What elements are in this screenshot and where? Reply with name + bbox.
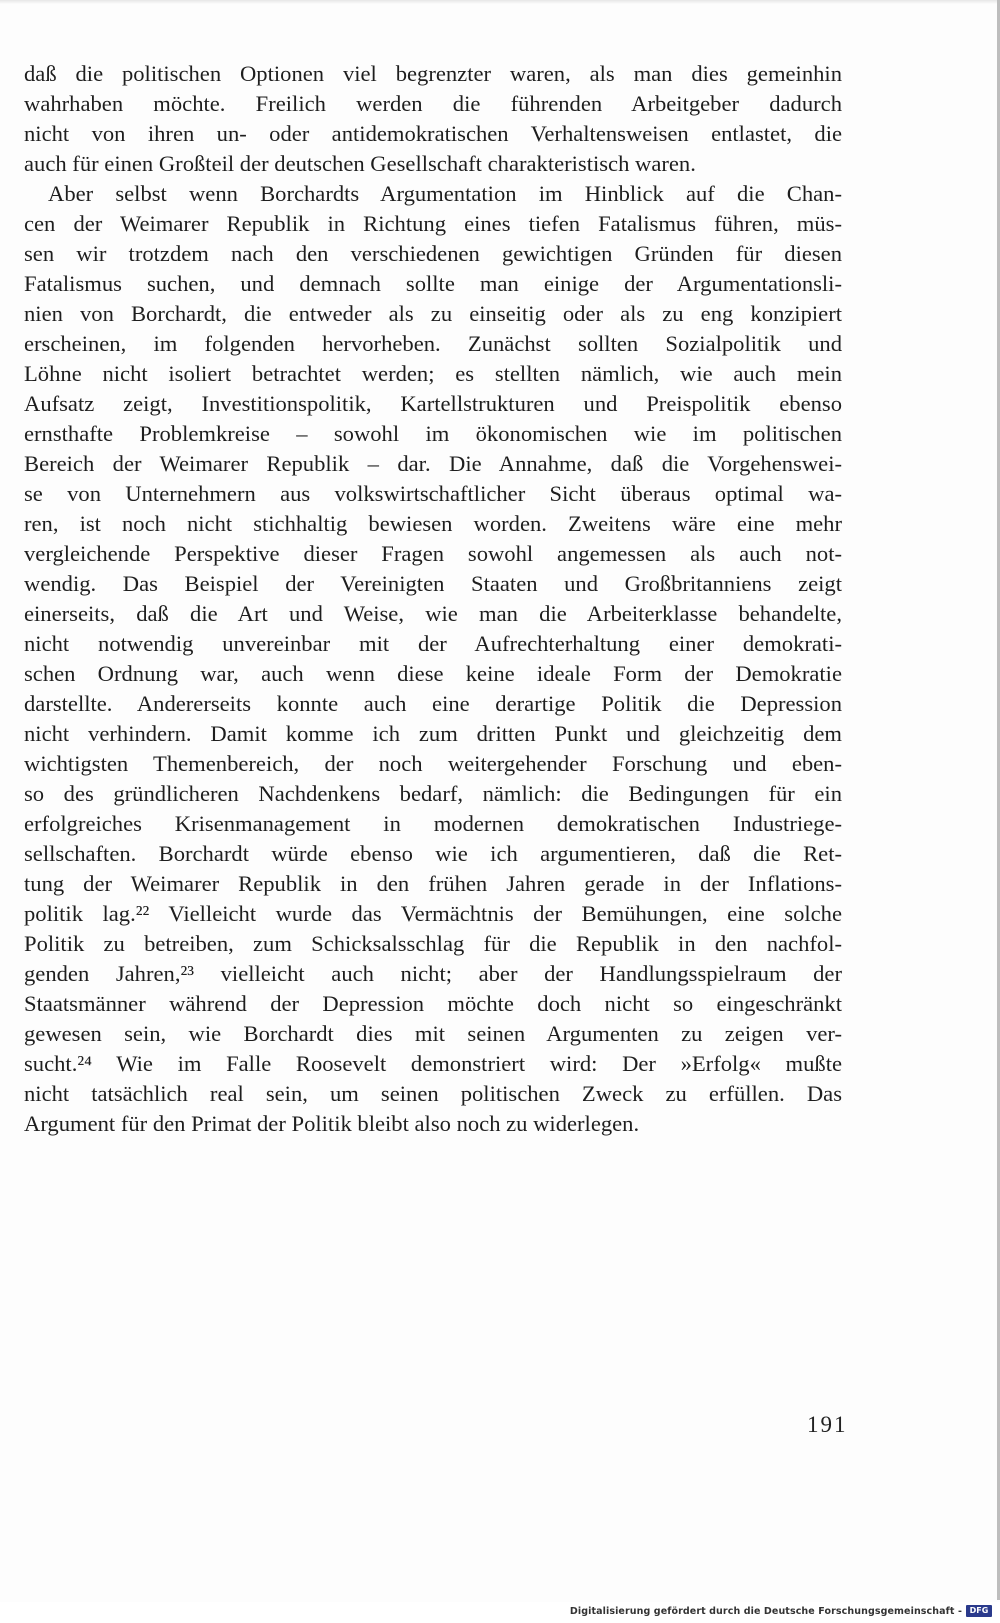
text-line: Staatsmänner während der Depression möchte doch nicht so eingeschränkt: [24, 991, 842, 1016]
text-line: sellschaften. Borchardt würde ebenso wie ich argumentieren, daß die Ret-: [24, 841, 842, 866]
text-line: Fatalismus suchen, und demnach sollte man einige der Argumentationsli-: [24, 271, 842, 296]
text-line: Argument für den Primat der Politik bleibt also noch zu widerlegen.: [24, 1111, 640, 1136]
text-line: sucht.²⁴ Wie im Falle Roosevelt demonstriert wird: Der »Erfolg« mußte: [24, 1051, 842, 1076]
text-line: nicht verhindern. Damit komme ich zum dritten Punkt und gleichzeitig dem: [24, 721, 842, 746]
text-line: nien von Borchardt, die entweder als zu einseitig oder als zu eng konzipiert: [24, 301, 842, 326]
text-line: politik lag.²² Vielleicht wurde das Vermächtnis der Bemühungen, eine solche: [24, 901, 842, 926]
text-line: nicht tatsächlich real sein, um seinen politischen Zweck zu erfüllen. Das: [24, 1081, 842, 1106]
text-line: nicht notwendig unvereinbar mit der Aufrechterhaltung einer demokrati-: [24, 631, 842, 656]
text-line: Bereich der Weimarer Republik – dar. Die Annahme, daß die Vorgehenswei-: [24, 451, 842, 476]
text-line: einerseits, daß die Art und Weise, wie man die Arbeiterklasse behandelte,: [24, 601, 842, 626]
page-top-shadow: [0, 0, 1000, 4]
text-line: nicht von ihren un- oder antidemokratischen Verhaltensweisen entlastet, die: [24, 121, 842, 146]
text-line: auch für einen Großteil der deutschen Gesellschaft charakteristisch waren.: [24, 151, 696, 176]
page-number: 191: [807, 1412, 848, 1437]
text-line: gewesen sein, wie Borchardt dies mit seinen Argumenten zu zeigen ver-: [24, 1021, 842, 1046]
text-line: vergleichende Perspektive dieser Fragen sowohl angemessen als auch not-: [24, 541, 842, 566]
text-line: genden Jahren,²³ vielleicht auch nicht; aber der Handlungsspielraum der: [24, 961, 842, 986]
text-line: wahrhaben möchte. Freilich werden die führenden Arbeitgeber dadurch: [24, 91, 842, 116]
text-line: ren, ist noch nicht stichhaltig bewiesen worden. Zweitens wäre eine mehr: [24, 511, 842, 536]
footer-credit: Digitalisierung gefördert durch die Deutsche Forschungsgemeinschaft -: [569, 1606, 962, 1617]
body-text: [24, 59, 842, 1139]
text-line: Aufsatz zeigt, Investitionspolitik, Kartellstrukturen und Preispolitik ebenso: [24, 391, 842, 416]
text-line: so des gründlicheren Nachdenkens bedarf, nämlich: die Bedingungen für ein: [24, 781, 842, 806]
text-line: Löhne nicht isoliert betrachtet werden; es stellten nämlich, wie auch mein: [24, 361, 842, 386]
text-line: schen Ordnung war, auch wenn diese keine ideale Form der Demokratie: [24, 661, 842, 686]
text-line: tung der Weimarer Republik in den frühen Jahren gerade in der Inflations-: [24, 871, 842, 896]
text-line: se von Unternehmern aus volkswirtschaftlicher Sicht überaus optimal wa-: [24, 481, 842, 506]
paragraph-start-line: Aber selbst wenn Borchardts Argumentation im Hinblick auf die Chan-: [48, 181, 842, 206]
text-line: darstellte. Andererseits konnte auch eine derartige Politik die Depression: [24, 691, 842, 716]
text-line: sen wir trotzdem nach den verschiedenen gewichtigen Gründen für diesen: [24, 241, 842, 266]
text-line: Politik zu betreiben, zum Schicksalsschlag für die Republik in den nachfol-: [24, 931, 842, 956]
text-line: wendig. Das Beispiel der Vereinigten Staaten und Großbritanniens zeigt: [24, 571, 842, 596]
text-line: ernsthafte Problemkreise – sowohl im ökonomischen wie im politischen: [24, 421, 842, 446]
text-line: erfolgreiches Krisenmanagement in modernen demokratischen Industriege-: [24, 811, 842, 836]
dfg-logo-icon: DFG: [966, 1605, 992, 1617]
text-line: daß die politischen Optionen viel begrenzter waren, als man dies gemeinhin: [24, 61, 842, 86]
text-line: cen der Weimarer Republik in Richtung eines tiefen Fatalismus führen, müs-: [24, 211, 842, 236]
text-line: wichtigsten Themenbereich, der noch weitergehender Forschung und eben-: [24, 751, 842, 776]
text-line: erscheinen, im folgenden hervorheben. Zunächst sollten Sozialpolitik und: [24, 331, 842, 356]
